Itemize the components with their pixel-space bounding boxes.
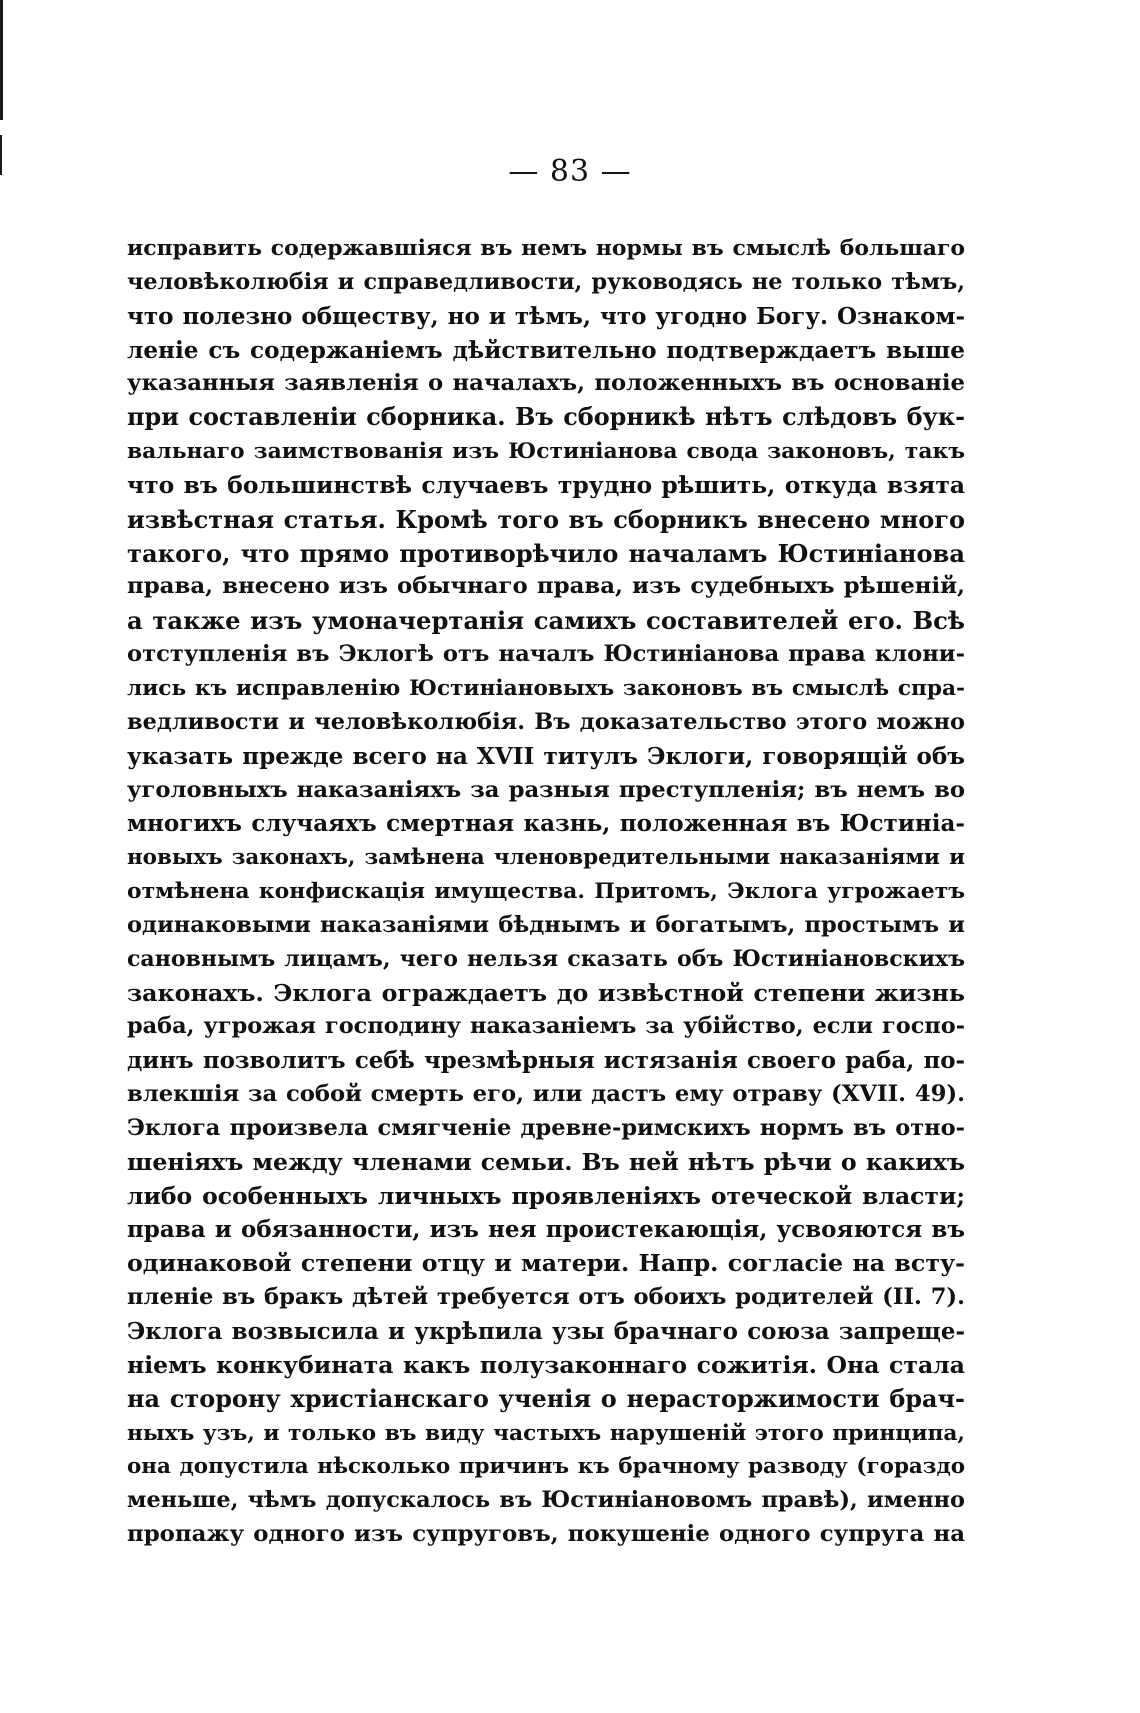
text-line: а также изъ умоначертанія самихъ составителей его. Всѣ [127, 606, 965, 636]
page-edge-mark [0, 0, 3, 120]
text-line: человѣколюбія и справедливости, руководясь не только тѣмъ, [127, 268, 965, 295]
text-line: указать прежде всего на XVII титулъ Эклоги, говорящій объ [127, 742, 965, 770]
text-line: лись къ исправленію Юстиніановыхъ законовъ въ смыслѣ спра- [127, 675, 965, 701]
text-line: ведливости и человѣколюбія. Въ доказательство этого можно [127, 708, 965, 735]
text-line: ныхъ узъ, и только въ виду частыхъ нарушеній этого принципа, [127, 1420, 965, 1446]
text-line: извѣстная статья. Кромѣ того въ сборникъ внесено много [127, 504, 965, 534]
text-line: динъ позволитъ себѣ чрезмѣрныя истязанія своего раба, по- [127, 1047, 965, 1075]
text-line: права и обязанности, изъ нея проистекающія, усвояются въ [127, 1216, 965, 1244]
text-line: отмѣнена конфискація имущества. Притомъ, Эклога угрожаетъ [127, 878, 965, 905]
text-line: на сторону христіанскаго ученія о нерасторжимости брач- [127, 1384, 965, 1413]
text-line: раба, угрожая господину наказаніемъ за убійство, если госпо- [127, 1013, 965, 1040]
text-line: одинаковыми наказаніями бѣднымъ и богатымъ, простымъ и [127, 911, 965, 938]
text-line: она допустила нѣсколько причинъ къ брачному разводу (гораздо [127, 1454, 965, 1480]
text-line: пленіе въ бракъ дѣтей требуется отъ обоихъ родителей (II. 7). [127, 1284, 965, 1311]
text-line: вальнаго заимствованія изъ Юстиніанова свода законовъ, такъ [127, 438, 965, 465]
text-line: влекшія за собой смерть его, или дастъ ему отраву (XVII. 49). [127, 1081, 965, 1108]
body-text [127, 232, 965, 1552]
text-line: что въ большинствѣ случаевъ трудно рѣшить, откуда взята [127, 470, 965, 499]
text-line: законахъ. Эклога ограждаетъ до извѣстной степени жизнь [127, 978, 965, 1007]
text-line: ніемъ конкубината какъ полузаконнаго сожитія. Она стала [127, 1350, 965, 1379]
text-line: права, внесено изъ обычнаго права, изъ судебныхъ рѣшеній, [127, 573, 965, 600]
text-line: отступленія въ Эклогѣ отъ началъ Юстиніанова права клони- [127, 641, 965, 668]
text-line: новыхъ законахъ, замѣнена членовредительными наказаніями и [127, 845, 965, 871]
text-line: Эклога произвела смягченіе древне-римскихъ нормъ въ отно- [127, 1114, 965, 1141]
text-line: пропажу одного изъ супруговъ, покушеніе одного супруга на [127, 1521, 965, 1548]
text-line: Эклога возвысила и укрѣпила узы брачнаго союза запреще- [127, 1318, 965, 1345]
text-line: исправить содержавшіяся въ немъ нормы въ смыслѣ большаго [127, 235, 965, 261]
text-line: такого, что прямо противорѣчило началамъ Юстиніанова [127, 538, 965, 568]
text-line: леніе съ содержаніемъ дѣйствительно подтверждаетъ выше [127, 336, 965, 364]
text-line: многихъ случаяхъ смертная казнь, положенная въ Юстиніа- [127, 810, 965, 838]
text-line: шеніяхъ между членами семьи. Въ ней нѣтъ рѣчи о какихъ [127, 1147, 965, 1176]
text-line: меньше, чѣмъ допускалось въ Юстиніановомъ правѣ), именно [127, 1487, 965, 1514]
text-line: указанныя заявленія о началахъ, положенныхъ въ основаніе [127, 370, 965, 397]
text-line: что полезно обществу, но и тѣмъ, что угодно Богу. Ознаком- [127, 302, 965, 330]
text-line: при составленіи сборника. Въ сборникѣ нѣтъ слѣдовъ бук- [127, 403, 965, 432]
text-line: одинаковой степени отцу и матери. Напр. согласіе на всту- [127, 1249, 965, 1278]
text-line: сановнымъ лицамъ, чего нельзя сказать объ Юстиніановскихъ [127, 945, 965, 972]
text-line: уголовныхъ наказаніяхъ за разныя преступленія; въ немъ во [127, 776, 965, 803]
page-number: — 83 — [508, 154, 632, 189]
text-line: либо особенныхъ личныхъ проявленіяхъ отеческой власти; [127, 1181, 965, 1210]
